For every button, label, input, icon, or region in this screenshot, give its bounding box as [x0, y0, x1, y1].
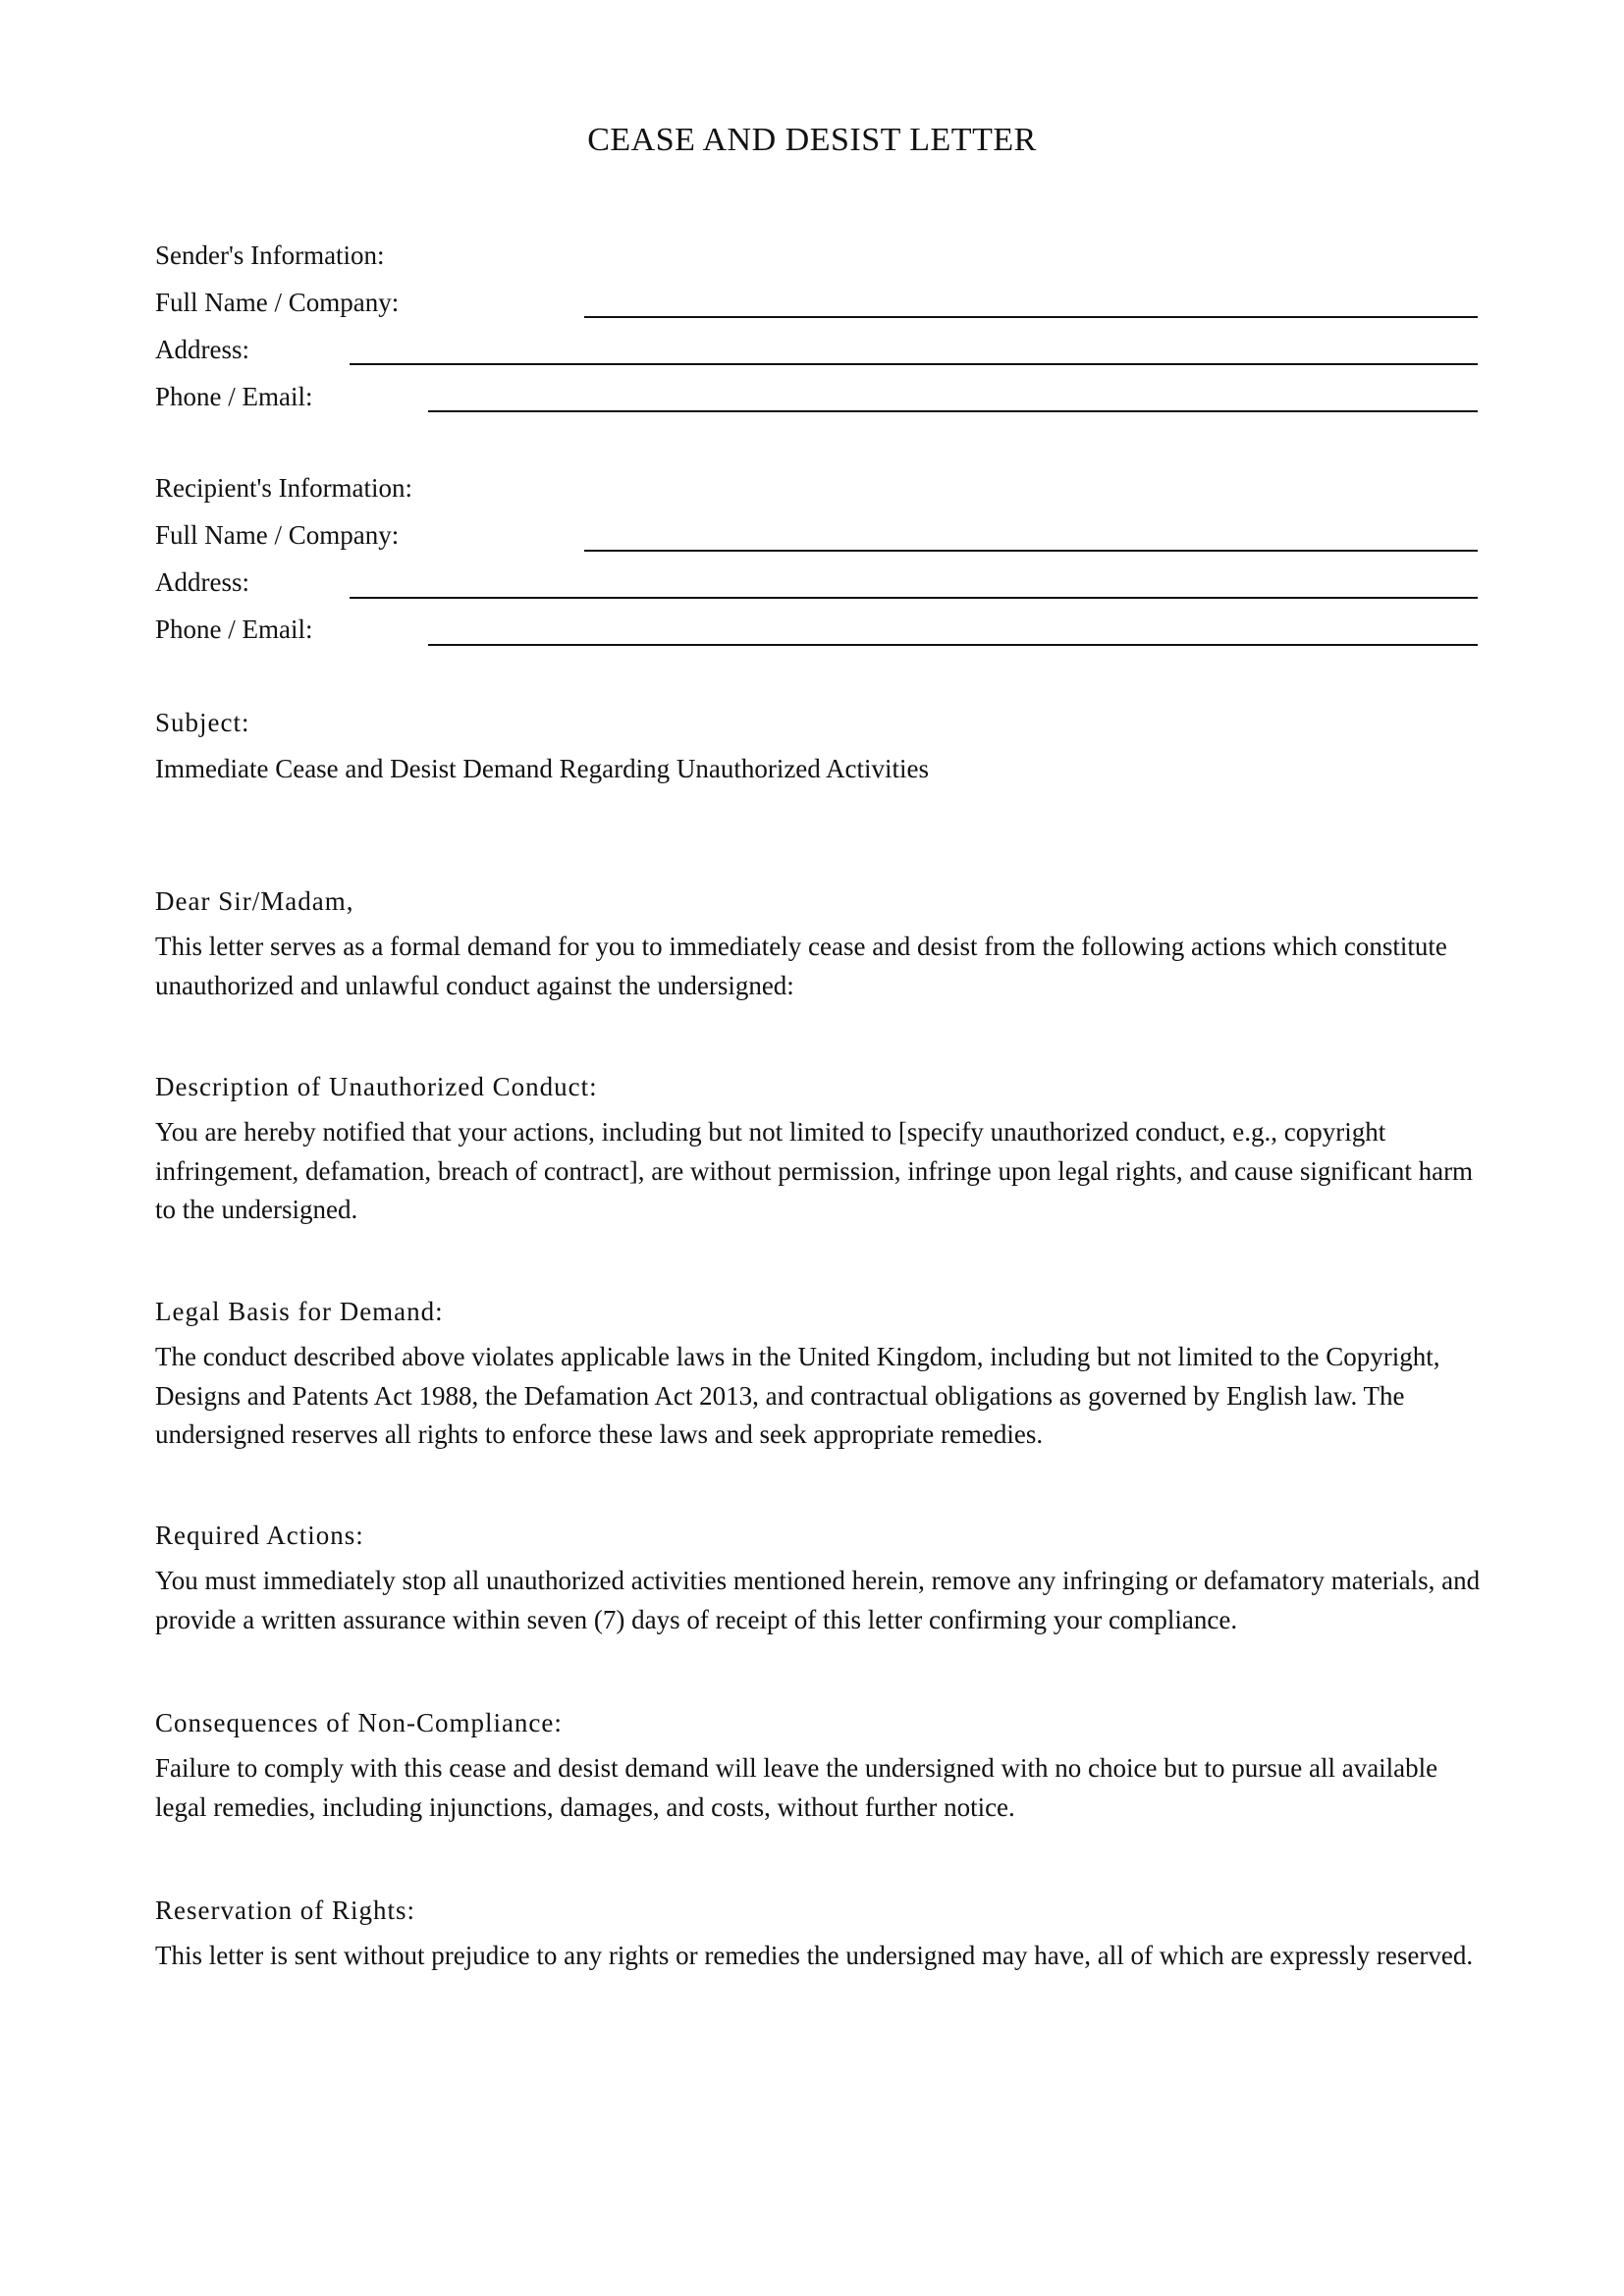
sender-heading: Sender's Information: [155, 240, 385, 270]
section-heading-required-actions: Required Actions: [155, 1521, 364, 1550]
section-text-reservation-of-rights: This letter is sent without prejudice to any rights or remedies the undersigned may have, all of which are expressly reserved. [155, 1941, 1474, 1970]
recipient-name-field[interactable] [584, 550, 1478, 552]
section-text-consequences: Failure to comply with this cease and desist demand will leave the undersigned with no choice but to pursue all available legal remedies, including injunctions, damages, and costs, without further notice. [155, 1753, 1438, 1822]
recipient-address-label: Address: [155, 567, 249, 597]
recipient-contact-label: Phone / Email: [155, 614, 313, 644]
sender-address-label: Address: [155, 335, 249, 364]
section-text-required-actions: You must immediately stop all unauthorized activities mentioned herein, remove any infringing or defamatory materials, and provide a written assurance within seven (7) days of receipt of this letter confirming your compliance. [155, 1566, 1481, 1634]
sender-name-field[interactable] [584, 316, 1478, 318]
sender-address-field[interactable] [350, 363, 1478, 365]
subject-heading: Subject: [155, 708, 250, 737]
section-heading-consequences: Consequences of Non-Compliance: [155, 1708, 563, 1737]
recipient-heading: Recipient's Information: [155, 473, 413, 503]
section-text-legal-basis: The conduct described above violates applicable laws in the United Kingdom, including but not limited to the Copyright, Designs and Patents Act 1988, the Defamation Act 2013, and contractual obligations as governed by English law. The undersigned reserves all rights to enforce these laws and seek appropriate remedies. [155, 1342, 1440, 1449]
section-heading-legal-basis: Legal Basis for Demand: [155, 1297, 444, 1326]
subject-text: Immediate Cease and Desist Demand Regarding Unauthorized Activities [155, 754, 930, 783]
section-text-unauthorized-conduct: You are hereby notified that your actions, including but not limited to [specify unauthorized conduct, e.g., copyright infringement, defamation, breach of contract], are without permission, infringe upon legal rights, and cause significant harm to the undersigned. [155, 1117, 1474, 1224]
page-title: CEASE AND DESIST LETTER [587, 122, 1037, 158]
intro-paragraph: This letter serves as a formal demand for you to immediately cease and desist from the following actions which constitute unauthorized and unlawful conduct against the undersigned: [155, 932, 1447, 1000]
sender-name-label: Full Name / Company: [155, 288, 400, 317]
recipient-address-field[interactable] [350, 597, 1478, 599]
sender-contact-field[interactable] [428, 410, 1478, 412]
recipient-contact-field[interactable] [428, 644, 1478, 646]
section-heading-unauthorized-conduct: Description of Unauthorized Conduct: [155, 1072, 598, 1101]
sender-contact-label: Phone / Email: [155, 382, 313, 411]
recipient-name-label: Full Name / Company: [155, 520, 400, 550]
salutation: Dear Sir/Madam, [155, 886, 354, 916]
section-heading-reservation-of-rights: Reservation of Rights: [155, 1896, 415, 1925]
